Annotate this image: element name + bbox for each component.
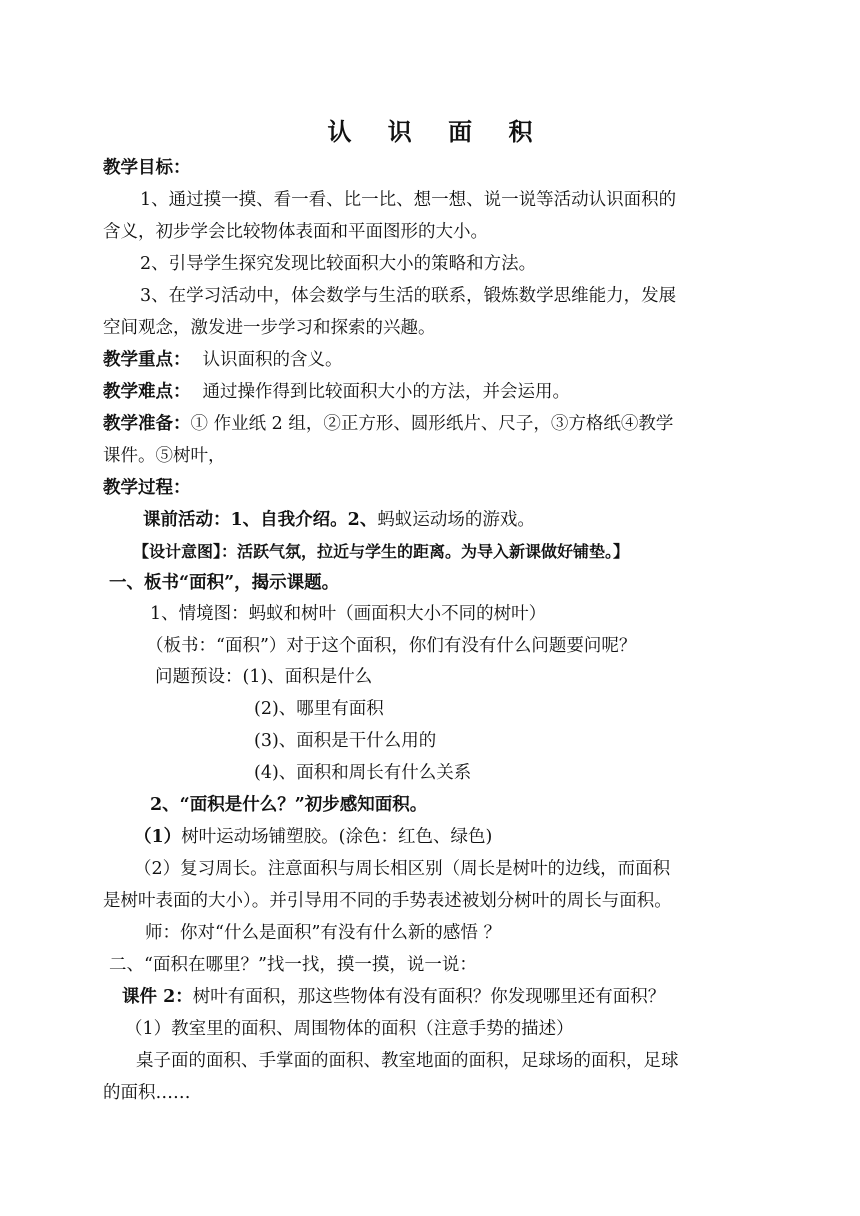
sub-1-number: （1） <box>134 827 182 847</box>
section-1-preset-2: (2)、哪里有面积 <box>254 699 384 719</box>
section-1-item-2: 2、“面积是什么？”初步感知面积。 <box>150 795 428 815</box>
difficulty-label: 教学难点： <box>103 382 191 402</box>
section-1-sub-2-line-1: （2）复习周长。注意面积与周长相区别（周长是树叶的边线，而面积 <box>134 859 671 879</box>
section-1-item-1: 1、情境图：蚂蚁和树叶（画面积大小不同的树叶） <box>150 604 547 624</box>
process-heading: 教学过程： <box>103 478 191 498</box>
section-1-preset-3: (3)、面积是干什么用的 <box>254 731 437 751</box>
section-1-preset-4: (4)、面积和周长有什么关系 <box>254 763 472 783</box>
courseware-2 <box>122 986 665 1008</box>
section-1-sub-1 <box>134 826 492 848</box>
section-1-sub-2-line-2: 是树叶表面的大小）。并引导用不同的手势表述被划分树叶的周长与面积。 <box>103 891 672 911</box>
key-point-text: 认识面积的含义。 <box>202 350 343 370</box>
sub-1-text: 树叶运动场铺塑胶。(涂色：红色、绿色) <box>181 827 493 847</box>
key-point-label: 教学重点： <box>103 350 191 370</box>
section-1-preset-1: 问题预设：(1)、面积是什么 <box>155 667 373 687</box>
design-intent: 【设计意图】：活跃气氛，拉近与学生的距离。为导入新课做好铺垫。】 <box>133 542 630 561</box>
objective-3-line-1: 3、在学习活动中，体会数学与生活的联系，锻炼数学思维能力，发展 <box>140 286 677 306</box>
pre-class-activity <box>143 509 535 531</box>
courseware-2-label: 课件 2： <box>122 987 193 1007</box>
section-2-examples-line-2: 的面积…… <box>103 1083 191 1103</box>
objective-1-line-1: 1、通过摸一摸、看一看、比一比、想一想、说一说等活动认识面积的 <box>140 190 677 210</box>
preparation-line-2: 课件。⑤树叶， <box>103 446 226 466</box>
section-1-teacher: 师：你对“什么是面积”有没有什么新的感悟 ？ <box>145 923 501 943</box>
section-1-board: （板书：“面积”）对于这个面积，你们有没有什么问题要问呢？ <box>146 636 637 656</box>
pre-class-rest: 蚂蚁运动场的游戏。 <box>377 510 535 530</box>
preparation-text-1: ① 作业纸 2 组，②正方形、圆形纸片、尺子，③方格纸④教学 <box>190 414 674 434</box>
objective-1-line-2: 含义，初步学会比较物体表面和平面图形的大小。 <box>103 222 488 242</box>
section-2-heading: 二、“面积在哪里？”找一找，摸一摸，说一说： <box>109 955 477 975</box>
section-1-heading: 一、板书“面积”，揭示课题。 <box>109 573 340 593</box>
key-point <box>103 349 343 371</box>
preparation-label: 教学准备： <box>103 414 191 434</box>
difficulty <box>103 381 570 403</box>
courseware-2-text: 树叶有面积，那这些物体有没有面积？你发现哪里还有面积？ <box>192 987 666 1007</box>
pre-class-bold: 课前活动：1、自我介绍。2、 <box>143 510 378 530</box>
objective-3-line-2: 空间观念，激发进一步学习和探索的兴趣。 <box>103 318 436 338</box>
section-2-sub-1: （1）教室里的面积、周围物体的面积（注意手势的描述） <box>125 1019 574 1039</box>
page-title: 认 识 面 积 <box>327 118 547 146</box>
preparation-line-1 <box>103 413 673 435</box>
objectives-heading: 教学目标： <box>103 158 191 178</box>
objective-2: 2、引导学生探究发现比较面积大小的策略和方法。 <box>140 254 537 274</box>
difficulty-text: 通过操作得到比较面积大小的方法，并会运用。 <box>202 382 570 402</box>
section-2-examples-line-1: 桌子面的面积、手掌面的面积、教室地面的面积，足球场的面积，足球 <box>136 1051 679 1071</box>
